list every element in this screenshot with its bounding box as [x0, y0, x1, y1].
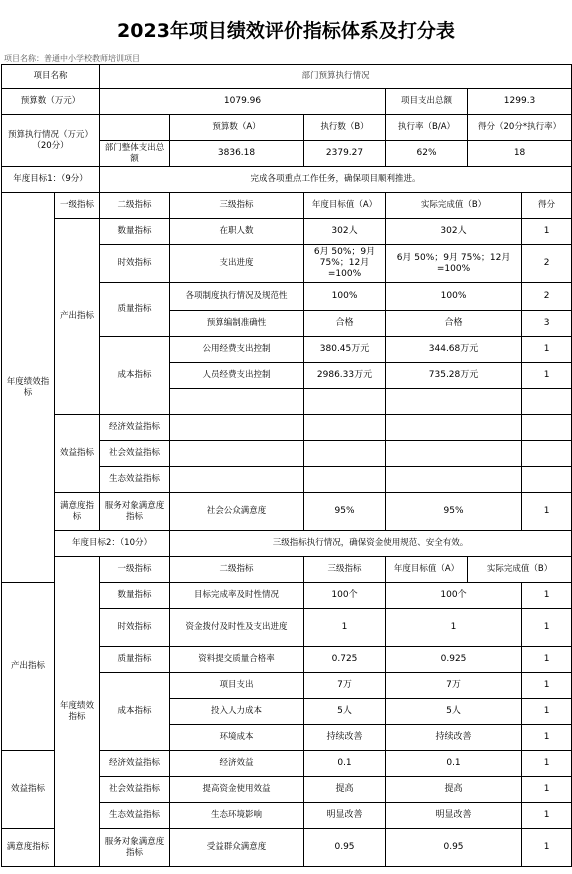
sub-social: 社会效益指标 [100, 777, 170, 803]
sub-service: 服务对象满意度指标 [100, 829, 170, 867]
t2-actual: 0.95 [386, 829, 522, 867]
sub-quality: 质量指标 [100, 283, 170, 337]
sub-cost: 成本指标 [100, 337, 170, 415]
t2-target: 0.95 [304, 829, 386, 867]
header-l1: 一级指标 [100, 557, 170, 583]
cat-output: 产出指标 [2, 583, 55, 751]
sub-quality: 质量指标 [100, 647, 170, 673]
t1-score: 1 [522, 493, 572, 531]
sub-time: 时效指标 [100, 609, 170, 647]
t2-score: 1 [522, 751, 572, 777]
t1-actual: 合格 [386, 311, 522, 337]
blank-cell [304, 441, 386, 467]
sub-social: 社会效益指标 [100, 441, 170, 467]
t2-actual: 提高 [386, 777, 522, 803]
header-l2: 二级指标 [170, 557, 304, 583]
t2-actual: 5人 [386, 699, 522, 725]
t1-score: 1 [522, 363, 572, 389]
t2-l3: 经济效益 [170, 751, 304, 777]
sub-time: 时效指标 [100, 245, 170, 283]
header-actual: 实际完成值（B） [468, 557, 572, 583]
cat-output: 产出指标 [55, 219, 100, 415]
t2-score: 1 [522, 609, 572, 647]
blank-cell [522, 467, 572, 493]
t2-score: 1 [522, 583, 572, 609]
blank-cell [522, 441, 572, 467]
blank-cell [304, 389, 386, 415]
t2-l3: 环境成本 [170, 725, 304, 751]
sub-economic: 经济效益指标 [100, 415, 170, 441]
t1-target: 合格 [304, 311, 386, 337]
t1-target: 380.45万元 [304, 337, 386, 363]
exec-col-rate: 执行率（B/A） [386, 115, 468, 141]
sub-quantity: 数量指标 [100, 583, 170, 609]
evaluation-table [1, 64, 572, 867]
total-expense-label: 项目支出总额 [386, 89, 468, 115]
side-label-1: 年度绩效指标 [2, 193, 55, 583]
t2-target: 0.725 [304, 647, 386, 673]
t2-target: 0.1 [304, 751, 386, 777]
blank-cell [386, 441, 522, 467]
exec-a: 3836.18 [170, 141, 304, 167]
budget-value: 1079.96 [100, 89, 386, 115]
t2-target: 1 [304, 609, 386, 647]
t1-actual: 95% [386, 493, 522, 531]
header-score: 得分 [522, 193, 572, 219]
budget-label: 预算数（万元） [2, 89, 100, 115]
exec-rate: 62% [386, 141, 468, 167]
blank-cell [386, 467, 522, 493]
t2-actual: 明显改善 [386, 803, 522, 829]
blank-cell [170, 467, 304, 493]
t2-target: 100个 [304, 583, 386, 609]
exec-col-score: 得分（20分*执行率） [468, 115, 572, 141]
t1-score: 3 [522, 311, 572, 337]
t2-l3: 资料提交质量合格率 [170, 647, 304, 673]
t2-l3: 目标完成率及时性情况 [170, 583, 304, 609]
t2-score: 1 [522, 725, 572, 751]
cat-benefit: 效益指标 [2, 751, 55, 829]
t2-score: 1 [522, 647, 572, 673]
sub-ecological: 生态效益指标 [100, 467, 170, 493]
t1-target: 302人 [304, 219, 386, 245]
header-l3: 三级指标 [170, 193, 304, 219]
t2-actual: 1 [386, 609, 522, 647]
t2-actual: 0.1 [386, 751, 522, 777]
exec-col-b: 执行数（B） [304, 115, 386, 141]
t2-score: 1 [522, 699, 572, 725]
t1-actual: 302人 [386, 219, 522, 245]
header-target: 年度目标值（A） [304, 193, 386, 219]
exec-row-label: 部门整体支出总额 [100, 141, 170, 167]
header-l3: 三级指标 [304, 557, 386, 583]
sub-economic: 经济效益指标 [100, 751, 170, 777]
t2-score: 1 [522, 777, 572, 803]
sub-cost: 成本指标 [100, 673, 170, 751]
header-l1: 一级指标 [55, 193, 100, 219]
t2-target: 持续改善 [304, 725, 386, 751]
t2-target: 5人 [304, 699, 386, 725]
t2-score: 1 [522, 829, 572, 867]
sub-service: 服务对象满意度指标 [100, 493, 170, 531]
t1-actual: 735.28万元 [386, 363, 522, 389]
blank-cell [304, 415, 386, 441]
t2-target: 7万 [304, 673, 386, 699]
t2-l3: 项目支出 [170, 673, 304, 699]
goal2-label: 年度目标2：（10分） [55, 531, 170, 557]
execution-label: 预算执行情况（万元）（20分） [2, 115, 100, 167]
exec-score: 18 [468, 141, 572, 167]
goal1-text: 完成各项重点工作任务，确保项目顺利推进。 [100, 167, 572, 193]
t2-target: 明显改善 [304, 803, 386, 829]
t1-target: 2986.33万元 [304, 363, 386, 389]
t1-score: 1 [522, 219, 572, 245]
cat-benefit: 效益指标 [55, 415, 100, 493]
header-target: 年度目标值（A） [386, 557, 468, 583]
blank-cell [100, 115, 170, 141]
blank-cell [522, 415, 572, 441]
exec-col-a: 预算数（A） [170, 115, 304, 141]
blank-cell [386, 389, 522, 415]
t1-l3: 在职人数 [170, 219, 304, 245]
t1-l3: 各项制度执行情况及规范性 [170, 283, 304, 311]
t1-actual: 344.68万元 [386, 337, 522, 363]
blank-cell [304, 467, 386, 493]
header-actual: 实际完成值（B） [386, 193, 522, 219]
t1-target: 6月 50%；9月 75%；12月=100% [304, 245, 386, 283]
t2-score: 1 [522, 803, 572, 829]
sub-ecological: 生态效益指标 [100, 803, 170, 829]
total-expense-value: 1299.3 [468, 89, 572, 115]
t2-l3: 受益群众满意度 [170, 829, 304, 867]
t1-l3: 社会公众满意度 [170, 493, 304, 531]
cat-satisfaction: 满意度指标 [55, 493, 100, 531]
project-name-value: 部门预算执行情况 [100, 65, 572, 89]
blank-cell [170, 441, 304, 467]
t1-target: 100% [304, 283, 386, 311]
blank-cell [522, 389, 572, 415]
sub-quantity: 数量指标 [100, 219, 170, 245]
t2-actual: 100个 [386, 583, 522, 609]
t2-target: 提高 [304, 777, 386, 803]
blank-cell [170, 415, 304, 441]
t2-l3: 生态环境影响 [170, 803, 304, 829]
t2-l3: 投入人力成本 [170, 699, 304, 725]
blank-cell [170, 389, 304, 415]
t2-actual: 持续改善 [386, 725, 522, 751]
t1-score: 2 [522, 283, 572, 311]
goal1-label: 年度目标1：（9分） [2, 167, 100, 193]
t2-actual: 0.925 [386, 647, 522, 673]
t1-target: 95% [304, 493, 386, 531]
project-name-label: 项目名称 [2, 65, 100, 89]
t2-l3: 提高资金使用效益 [170, 777, 304, 803]
t1-l3: 人员经费支出控制 [170, 363, 304, 389]
t1-l3: 预算编制准确性 [170, 311, 304, 337]
t1-score: 1 [522, 337, 572, 363]
blank-cell [386, 415, 522, 441]
goal2-text: 三级指标执行情况，确保资金使用规范、安全有效。 [170, 531, 572, 557]
t1-actual: 100% [386, 283, 522, 311]
t1-l3: 支出进度 [170, 245, 304, 283]
project-caption: 项目名称：普通中小学校教师培训项目 [4, 54, 140, 63]
t1-l3: 公用经费支出控制 [170, 337, 304, 363]
side-label-2: 年度绩效指标 [55, 557, 100, 867]
t1-score: 2 [522, 245, 572, 283]
exec-b: 2379.27 [304, 141, 386, 167]
cat-satisfaction: 满意度指标 [2, 829, 55, 867]
t1-actual: 6月 50%；9月 75%；12月=100% [386, 245, 522, 283]
t2-l3: 资金拨付及时性及支出进度 [170, 609, 304, 647]
t2-actual: 7万 [386, 673, 522, 699]
page-title: 2023年项目绩效评价指标体系及打分表 [117, 20, 455, 42]
t2-score: 1 [522, 673, 572, 699]
header-l2: 二级指标 [100, 193, 170, 219]
